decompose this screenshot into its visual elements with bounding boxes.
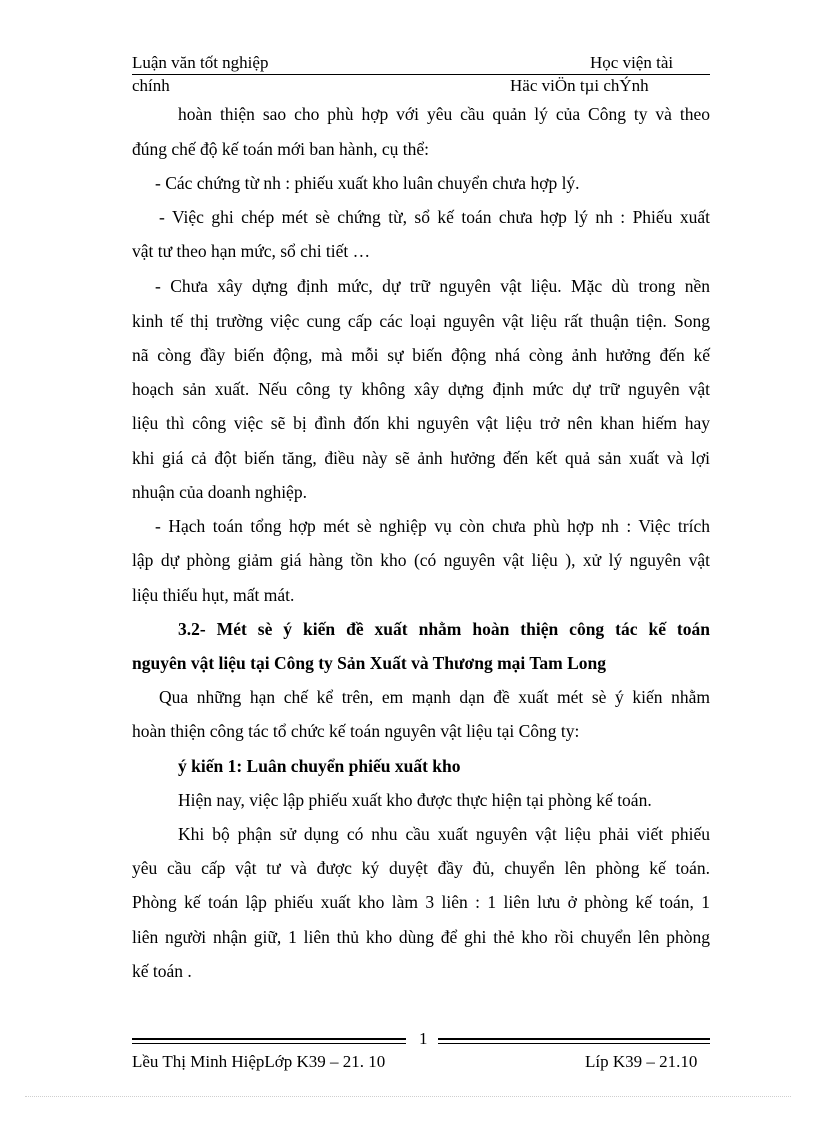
body-line-5: vật tư theo hạn mức, sổ chi tiết … — [132, 241, 371, 261]
body-line-22: Khi bộ phận sử dụng có nhu cầu xuất nguyên vật liệu phải viết phiếu — [178, 824, 710, 844]
body-line-12: nhuận của doanh nghiệp. — [132, 482, 307, 502]
body-line-19: hoàn thiện công tác tổ chức kế toán nguyên vật liệu tại Công ty: — [132, 721, 580, 741]
body-line-3: - Các chứng từ nh : phiếu xuất kho luân chuyển chưa hợp lý. — [155, 173, 580, 193]
section-heading-line-2: nguyên vật liệu tại Công ty Sản Xuất và Thương mại Tam Long — [132, 653, 607, 673]
body-line-1: hoàn thiện sao cho phù hợp với yêu cầu quản lý của Công ty và theo — [178, 104, 710, 124]
body-line-24: Phòng kế toán lập phiếu xuất kho làm 3 liên : 1 liên lưu ở phòng kế toán, 1 — [132, 892, 710, 912]
header-left-continuation: chính — [132, 76, 170, 95]
body-line-4: - Việc ghi chép mét sè chứng từ, sổ kế toán chưa hợp lý nh : Phiếu xuất — [159, 207, 710, 227]
header-right-garbled: Häc viÖn tµi chÝnh — [510, 76, 649, 95]
footer-rule-left-bottom — [132, 1043, 406, 1044]
body-line-18: Qua những hạn chế kể trên, em mạnh dạn đề xuất mét sè ý kiến nhằm — [159, 687, 710, 707]
body-line-10: liệu thì công việc sẽ bị đình đốn khi nguyên vật liệu trở nên khan hiếm hay — [132, 413, 710, 433]
footer-right-class: Líp K39 – 21.10 — [585, 1052, 698, 1071]
body-line-15: liệu thiếu hụt, mất mát. — [132, 585, 295, 605]
section-heading-line-1: 3.2- Mét sè ý kiến đề xuất nhằm hoàn thiện công tác kế toán — [178, 619, 710, 639]
footer-left-author: Lều Thị Minh HiệpLớp K39 – 21. 10 — [132, 1052, 386, 1071]
header-right-title: Học viện tài — [590, 53, 674, 72]
body-line-11: khi giá cả đột biến tăng, điều này sẽ ảnh hưởng đến kết quả sản xuất và lợi — [132, 448, 710, 468]
body-line-13: - Hạch toán tổng hợp mét sè nghiệp vụ còn chưa phù hợp nh : Việc trích — [155, 516, 710, 536]
body-line-6: - Chưa xây dựng định mức, dự trữ nguyên vật liệu. Mặc dù trong nền — [155, 276, 710, 296]
page-number: 1 — [419, 1029, 428, 1048]
body-line-21: Hiện nay, việc lập phiếu xuất kho được thực hiện tại phòng kế toán. — [178, 790, 652, 810]
body-line-25: liên người nhận giữ, 1 liên thủ kho dùng để ghi thẻ kho rồi chuyển lên phòng — [132, 927, 710, 947]
footer-rule-right-top — [438, 1038, 710, 1040]
body-line-23: yêu cầu cấp vật tư và được ký duyệt đầy đủ, chuyển lên phòng kế toán. — [132, 858, 710, 878]
footer-rule-left-top — [132, 1038, 406, 1040]
body-line-7: kinh tế thị trường việc cung cấp các loại nguyên vật liệu rất thuận tiện. Song — [132, 311, 710, 331]
header-left-title: Luận văn tốt nghiệp — [132, 53, 269, 72]
footer-rule-right-bottom — [438, 1043, 710, 1044]
body-line-2: đúng chế độ kế toán mới ban hành, cụ thể: — [132, 139, 429, 159]
body-line-14: lập dự phòng giảm giá hàng tồn kho (có nguyên vật liệu ), xử lý nguyên vật — [132, 550, 710, 570]
body-line-9: hoạch sản xuất. Nếu công ty không xây dựng định mức dự trữ nguyên vật — [132, 379, 710, 399]
header-rule — [132, 74, 710, 75]
subheading-idea-1: ý kiến 1: Luân chuyển phiếu xuất kho — [178, 756, 461, 776]
body-line-26: kế toán . — [132, 961, 192, 981]
body-line-8: nã còng đầy biến động, mà mỗi sự biến động nhá còng ảnh hưởng đến kế — [132, 345, 710, 365]
page-bottom-dotted-line — [25, 1096, 791, 1097]
